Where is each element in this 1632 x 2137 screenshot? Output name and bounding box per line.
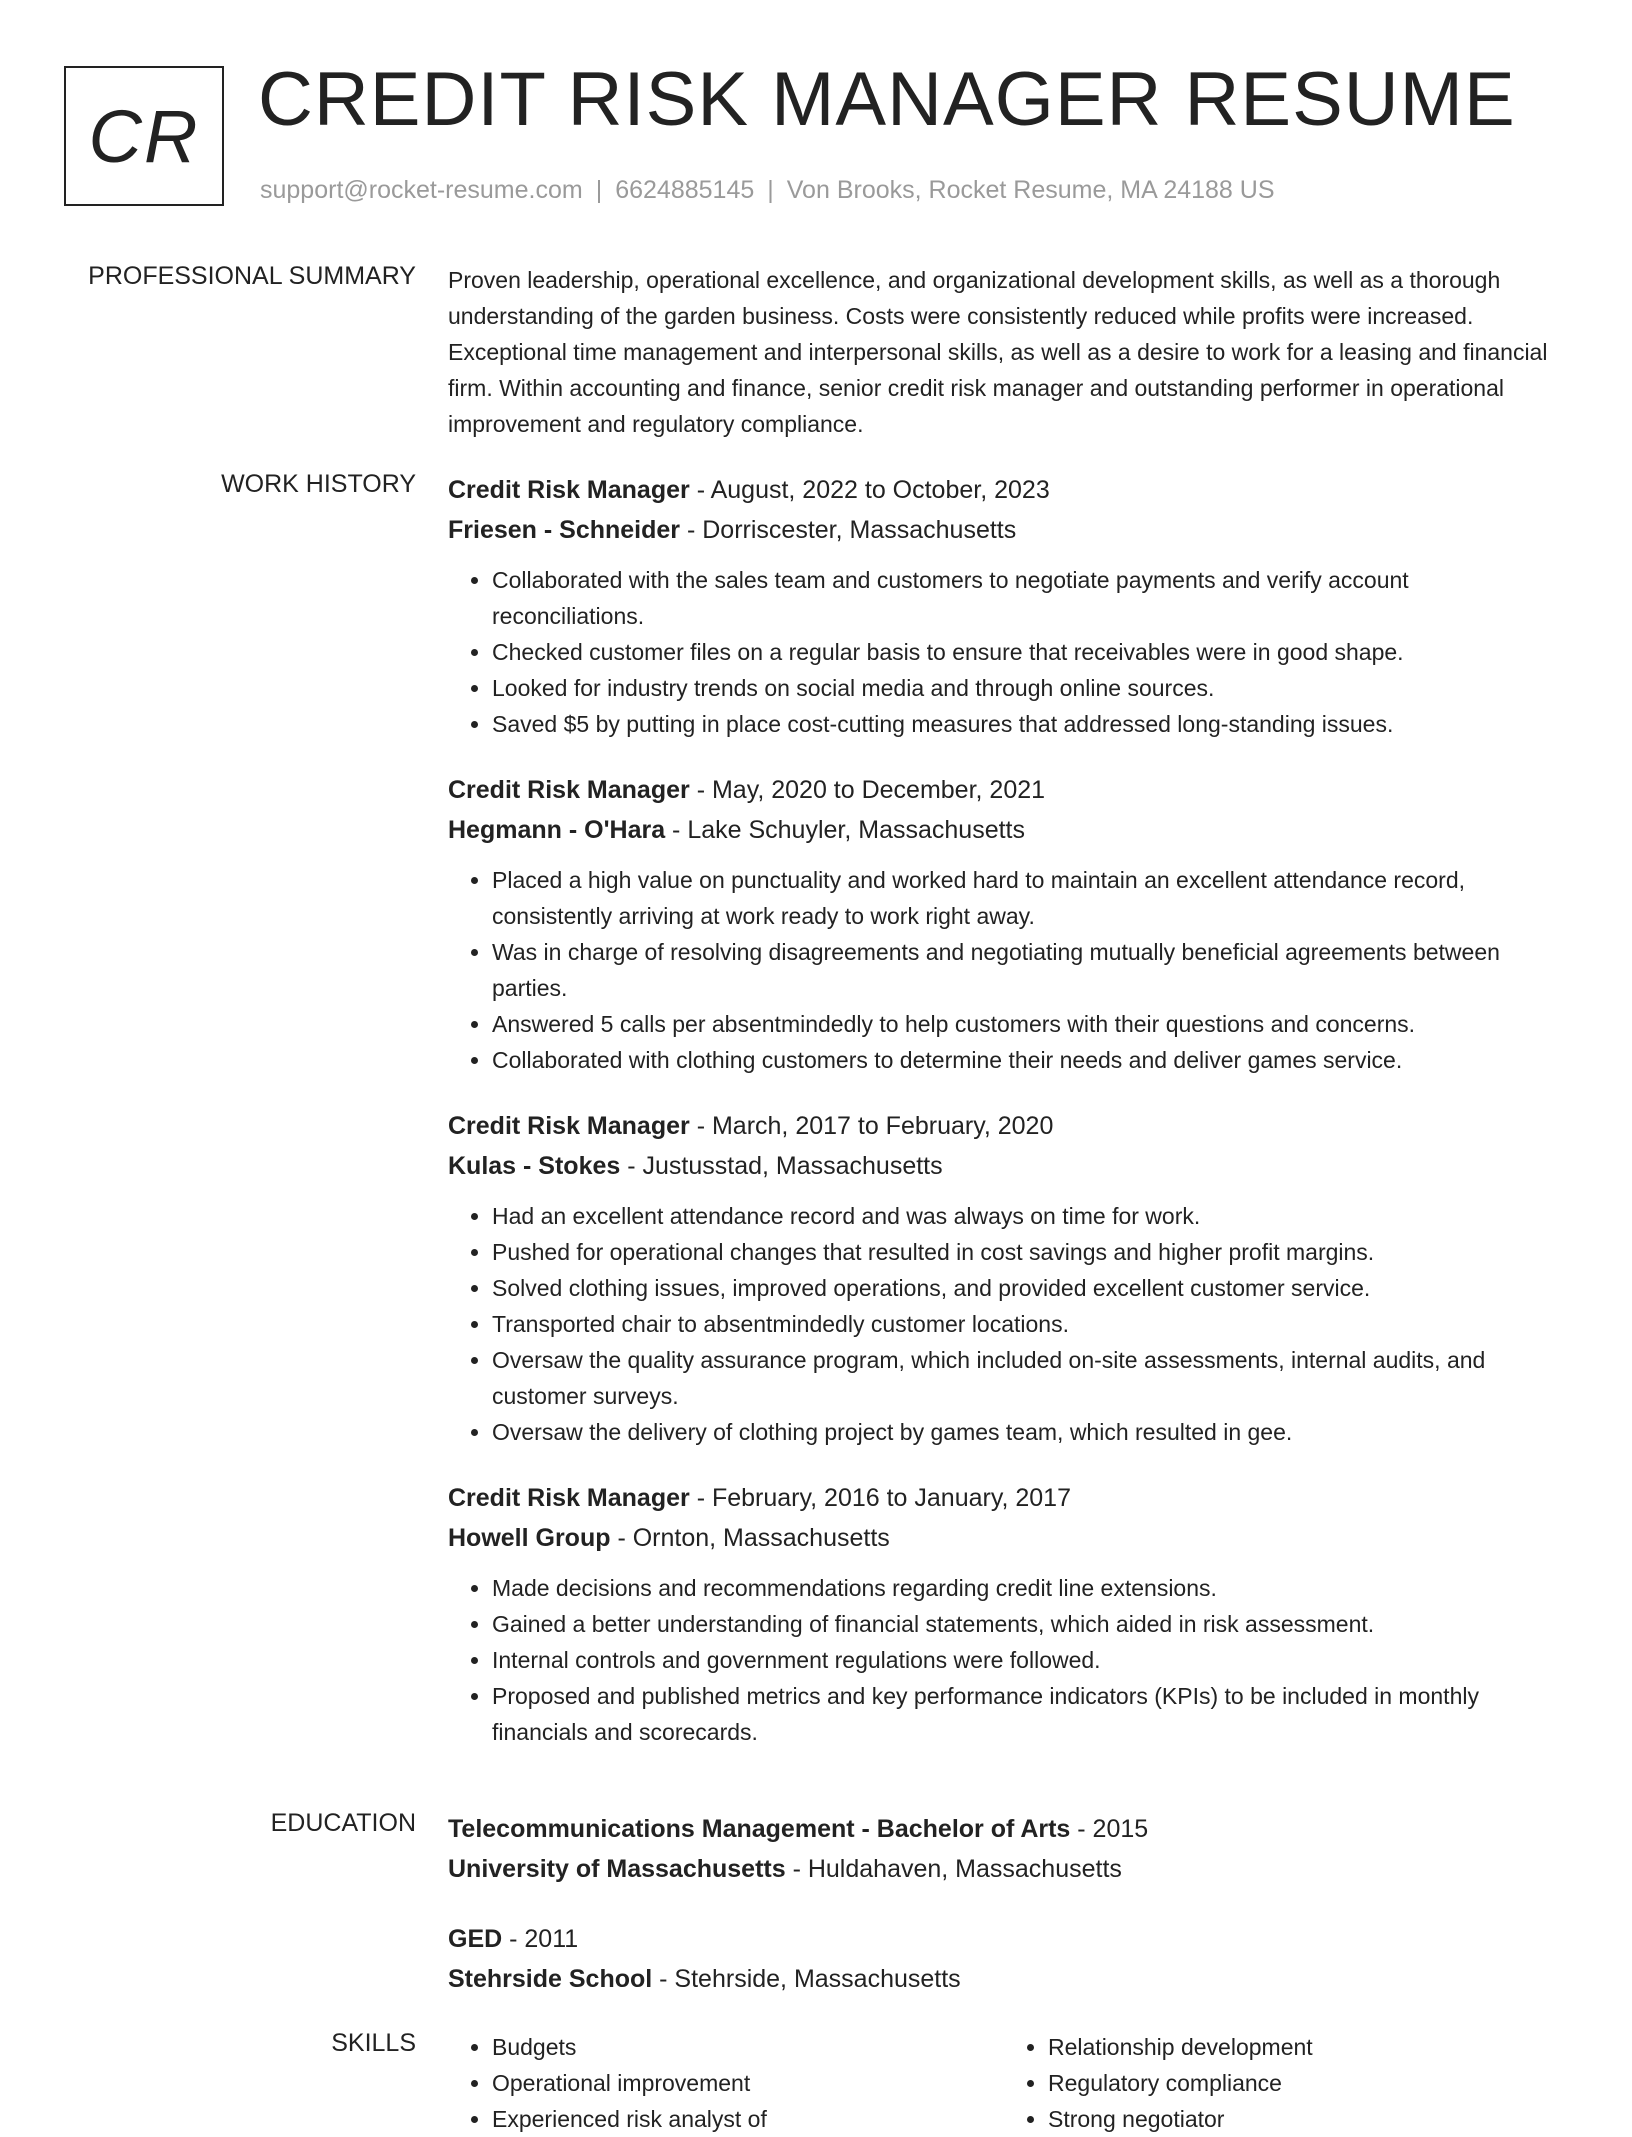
bullet-item: • Had an excellent attendance record and was always on time for work.	[492, 1198, 1560, 1234]
bullet-item: • Collaborated with clothing customers to determine their needs and deliver games service.	[492, 1042, 1560, 1078]
skills-column-left	[448, 2029, 1004, 2137]
skill-item: • Relationship development	[1048, 2029, 1560, 2065]
job-dates: - February, 2016 to January, 2017	[689, 1484, 1071, 1512]
contact-phone[interactable]: 6624885145	[615, 176, 755, 204]
contact-separator: |	[767, 176, 774, 204]
job-company: Friesen - Schneider	[448, 516, 681, 544]
section-label-work: WORK HISTORY	[221, 470, 416, 498]
job-title-line	[448, 470, 1560, 510]
job-location: - Ornton, Massachusetts	[610, 1524, 890, 1552]
job-title: Credit Risk Manager	[448, 1484, 690, 1512]
education-entry	[448, 1919, 1560, 1999]
education-entry	[448, 1809, 1560, 1889]
skill-item: • Budgets	[492, 2029, 1004, 2065]
job-title-line	[448, 770, 1560, 810]
section-label-education: EDUCATION	[270, 1809, 416, 1837]
contact-separator: |	[595, 176, 603, 204]
school-name: Stehrside School	[448, 1965, 653, 1993]
job-title-line	[448, 1106, 1560, 1146]
degree-line	[448, 1919, 1560, 1959]
job-location: - Lake Schuyler, Massachusetts	[665, 816, 1025, 844]
degree-line	[448, 1809, 1560, 1849]
job-location: - Justusstad, Massachusetts	[620, 1152, 943, 1180]
bullet-item: • Saved $5 by putting in place cost-cutting measures that addressed long-standing issues.	[492, 706, 1560, 742]
contact-line	[260, 176, 1275, 205]
school-location: - Stehrside, Massachusetts	[652, 1965, 961, 1993]
school-name: University of Massachusetts	[448, 1855, 786, 1883]
job-title: Credit Risk Manager	[448, 476, 690, 504]
resume-title: CREDIT RISK MANAGER RESUME	[258, 57, 1516, 142]
job-location: - Dorriscester, Massachusetts	[680, 516, 1017, 544]
summary-body	[448, 262, 1560, 442]
section-label-skills: SKILLS	[331, 2029, 416, 2057]
bullet-item: • Transported chair to absentmindedly customer locations.	[492, 1306, 1560, 1342]
skill-item: • Operational improvement	[492, 2065, 1004, 2101]
job-title: Credit Risk Manager	[448, 776, 690, 804]
job-company: Howell Group	[448, 1524, 611, 1552]
job-dates: - May, 2020 to December, 2021	[689, 776, 1046, 804]
job-bullets	[448, 862, 1560, 1078]
job-company-line	[448, 810, 1560, 850]
job-bullets	[448, 1198, 1560, 1450]
job-entry	[448, 470, 1560, 742]
degree-year: - 2015	[1070, 1815, 1149, 1843]
bullet-item: • Proposed and published metrics and key performance indicators (KPIs) to be included in monthly financials and scorecards.	[492, 1678, 1560, 1750]
job-dates: - August, 2022 to October, 2023	[689, 476, 1050, 504]
degree-name: Telecommunications Management - Bachelor of Arts	[448, 1815, 1071, 1843]
job-title: Credit Risk Manager	[448, 1112, 690, 1140]
job-company: Hegmann - O'Hara	[448, 816, 666, 844]
bullet-item: • Oversaw the delivery of clothing project by games team, which resulted in gee.	[492, 1414, 1560, 1450]
bullet-item: • Placed a high value on punctuality and worked hard to maintain an excellent attendance record, consistently arriving at work ready to work right away.	[492, 862, 1560, 934]
bullet-item: • Pushed for operational changes that resulted in cost savings and higher profit margins.	[492, 1234, 1560, 1270]
job-title-line	[448, 1478, 1560, 1518]
monogram-text: CR	[88, 94, 200, 178]
job-bullets	[448, 1570, 1560, 1750]
bullet-item: • Oversaw the quality assurance program, which included on-site assessments, internal audits, and customer surveys.	[492, 1342, 1560, 1414]
bullet-item: • Collaborated with the sales team and customers to negotiate payments and verify account reconciliations.	[492, 562, 1560, 634]
bullet-item: • Looked for industry trends on social media and through online sources.	[492, 670, 1560, 706]
skill-item: • Regulatory compliance	[1048, 2065, 1560, 2101]
bullet-item: • Gained a better understanding of financial statements, which aided in risk assessment.	[492, 1606, 1560, 1642]
bullet-item: • Was in charge of resolving disagreements and negotiating mutually beneficial agreements between parties.	[492, 934, 1560, 1006]
bullet-item: • Made decisions and recommendations regarding credit line extensions.	[492, 1570, 1560, 1606]
degree-name: GED	[448, 1925, 503, 1953]
school-line	[448, 1959, 1560, 1999]
contact-address: Von Brooks, Rocket Resume, MA 24188 US	[786, 176, 1275, 204]
bullet-item: • Checked customer files on a regular basis to ensure that receivables were in good shape.	[492, 634, 1560, 670]
section-label-summary: PROFESSIONAL SUMMARY	[88, 262, 416, 290]
education-body	[448, 1809, 1560, 2029]
skills-body	[448, 2029, 1560, 2137]
work-body	[448, 470, 1560, 1778]
bullet-item: • Answered 5 calls per absentmindedly to help customers with their questions and concerns.	[492, 1006, 1560, 1042]
job-bullets	[448, 562, 1560, 742]
degree-year: - 2011	[502, 1925, 579, 1953]
skills-column-right	[1004, 2029, 1560, 2137]
job-company-line	[448, 1518, 1560, 1558]
job-entry	[448, 1106, 1560, 1450]
job-entry	[448, 1478, 1560, 1750]
summary-text: Proven leadership, operational excellence, and organizational development skills, as well as a thorough understanding of the garden business. Costs were consistently reduced while profits were increased. Exceptional time management and interpersonal skills, as well as a desire to work for a leasing and financial firm. Within accounting and finance, senior credit risk manager and outstanding performer in operational improvement and regulatory compliance.	[448, 267, 1548, 437]
bullet-item: • Internal controls and government regulations were followed.	[492, 1642, 1560, 1678]
job-entry	[448, 770, 1560, 1078]
skill-item: • Strong negotiator	[1048, 2101, 1560, 2137]
skill-item: • Experienced risk analyst of	[492, 2101, 1004, 2137]
job-dates: - March, 2017 to February, 2020	[689, 1112, 1054, 1140]
school-line	[448, 1849, 1560, 1889]
contact-email[interactable]: support@rocket-resume.com	[260, 176, 583, 204]
monogram-box	[64, 66, 224, 206]
bullet-item: • Solved clothing issues, improved operations, and provided excellent customer service.	[492, 1270, 1560, 1306]
job-company: Kulas - Stokes	[448, 1152, 621, 1180]
job-company-line	[448, 510, 1560, 550]
job-company-line	[448, 1146, 1560, 1186]
school-location: - Huldahaven, Massachusetts	[785, 1855, 1122, 1883]
